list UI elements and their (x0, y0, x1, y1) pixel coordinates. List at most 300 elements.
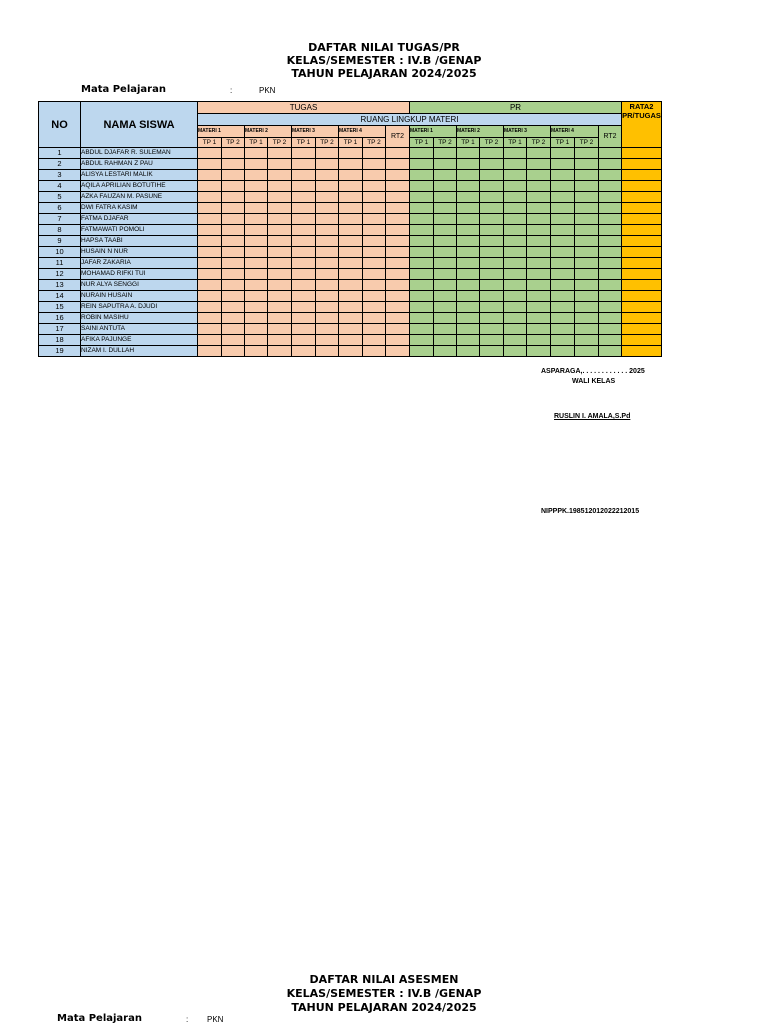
pr-score-cell[interactable] (504, 192, 527, 203)
tugas-score-cell[interactable] (339, 335, 363, 346)
tugas-score-cell[interactable] (198, 203, 222, 214)
tugas-score-cell[interactable] (245, 346, 268, 357)
pr-rt2-cell[interactable] (599, 159, 622, 170)
tugas-score-cell[interactable] (245, 181, 268, 192)
tugas-score-cell[interactable] (363, 258, 386, 269)
tugas-rt2-cell[interactable] (386, 247, 410, 258)
tugas-score-cell[interactable] (245, 324, 268, 335)
rata-cell[interactable] (622, 170, 662, 181)
pr-score-cell[interactable] (551, 291, 575, 302)
tugas-score-cell[interactable] (268, 170, 292, 181)
pr-score-cell[interactable] (480, 313, 504, 324)
pr-score-cell[interactable] (480, 159, 504, 170)
pr-score-cell[interactable] (457, 203, 480, 214)
tugas-score-cell[interactable] (339, 170, 363, 181)
pr-score-cell[interactable] (434, 258, 457, 269)
pr-score-cell[interactable] (527, 346, 551, 357)
tugas-score-cell[interactable] (339, 258, 363, 269)
tugas-score-cell[interactable] (198, 302, 222, 313)
pr-score-cell[interactable] (480, 346, 504, 357)
pr-score-cell[interactable] (527, 302, 551, 313)
rata-cell[interactable] (622, 214, 662, 225)
tugas-score-cell[interactable] (292, 291, 316, 302)
tugas-score-cell[interactable] (268, 313, 292, 324)
tugas-score-cell[interactable] (292, 280, 316, 291)
pr-score-cell[interactable] (527, 280, 551, 291)
pr-score-cell[interactable] (410, 203, 434, 214)
pr-score-cell[interactable] (575, 291, 599, 302)
pr-rt2-cell[interactable] (599, 247, 622, 258)
pr-rt2-cell[interactable] (599, 203, 622, 214)
tugas-score-cell[interactable] (316, 236, 339, 247)
tugas-score-cell[interactable] (316, 280, 339, 291)
pr-score-cell[interactable] (434, 291, 457, 302)
pr-score-cell[interactable] (504, 313, 527, 324)
pr-score-cell[interactable] (504, 203, 527, 214)
tugas-score-cell[interactable] (222, 280, 245, 291)
pr-score-cell[interactable] (410, 170, 434, 181)
pr-score-cell[interactable] (527, 335, 551, 346)
pr-score-cell[interactable] (551, 214, 575, 225)
tugas-score-cell[interactable] (268, 203, 292, 214)
tugas-score-cell[interactable] (316, 302, 339, 313)
tugas-score-cell[interactable] (198, 313, 222, 324)
pr-rt2-cell[interactable] (599, 291, 622, 302)
tugas-score-cell[interactable] (363, 181, 386, 192)
rata-cell[interactable] (622, 280, 662, 291)
pr-score-cell[interactable] (551, 181, 575, 192)
pr-score-cell[interactable] (480, 269, 504, 280)
pr-score-cell[interactable] (410, 291, 434, 302)
tugas-score-cell[interactable] (292, 346, 316, 357)
pr-score-cell[interactable] (551, 148, 575, 159)
tugas-rt2-cell[interactable] (386, 324, 410, 335)
pr-score-cell[interactable] (434, 225, 457, 236)
tugas-score-cell[interactable] (363, 170, 386, 181)
tugas-score-cell[interactable] (339, 148, 363, 159)
tugas-score-cell[interactable] (198, 225, 222, 236)
pr-score-cell[interactable] (457, 247, 480, 258)
tugas-score-cell[interactable] (198, 170, 222, 181)
pr-score-cell[interactable] (480, 170, 504, 181)
pr-score-cell[interactable] (480, 258, 504, 269)
tugas-score-cell[interactable] (339, 302, 363, 313)
tugas-score-cell[interactable] (245, 170, 268, 181)
pr-score-cell[interactable] (575, 258, 599, 269)
tugas-score-cell[interactable] (222, 236, 245, 247)
pr-score-cell[interactable] (480, 280, 504, 291)
tugas-score-cell[interactable] (316, 192, 339, 203)
tugas-score-cell[interactable] (292, 236, 316, 247)
tugas-score-cell[interactable] (245, 148, 268, 159)
tugas-score-cell[interactable] (268, 346, 292, 357)
pr-rt2-cell[interactable] (599, 269, 622, 280)
pr-score-cell[interactable] (575, 181, 599, 192)
pr-score-cell[interactable] (575, 192, 599, 203)
pr-score-cell[interactable] (527, 225, 551, 236)
tugas-score-cell[interactable] (363, 313, 386, 324)
pr-score-cell[interactable] (527, 148, 551, 159)
pr-score-cell[interactable] (434, 335, 457, 346)
tugas-score-cell[interactable] (245, 225, 268, 236)
pr-score-cell[interactable] (575, 247, 599, 258)
pr-score-cell[interactable] (410, 335, 434, 346)
tugas-score-cell[interactable] (316, 247, 339, 258)
tugas-score-cell[interactable] (339, 203, 363, 214)
pr-score-cell[interactable] (527, 192, 551, 203)
pr-rt2-cell[interactable] (599, 236, 622, 247)
pr-score-cell[interactable] (551, 280, 575, 291)
pr-rt2-cell[interactable] (599, 313, 622, 324)
tugas-score-cell[interactable] (245, 258, 268, 269)
tugas-score-cell[interactable] (316, 170, 339, 181)
tugas-score-cell[interactable] (316, 214, 339, 225)
pr-score-cell[interactable] (504, 214, 527, 225)
tugas-score-cell[interactable] (363, 324, 386, 335)
tugas-score-cell[interactable] (292, 181, 316, 192)
tugas-score-cell[interactable] (316, 181, 339, 192)
tugas-score-cell[interactable] (363, 302, 386, 313)
tugas-score-cell[interactable] (245, 280, 268, 291)
pr-score-cell[interactable] (551, 346, 575, 357)
pr-rt2-cell[interactable] (599, 214, 622, 225)
tugas-score-cell[interactable] (292, 170, 316, 181)
rata-cell[interactable] (622, 247, 662, 258)
pr-score-cell[interactable] (551, 192, 575, 203)
pr-score-cell[interactable] (551, 203, 575, 214)
tugas-score-cell[interactable] (198, 159, 222, 170)
pr-score-cell[interactable] (575, 280, 599, 291)
tugas-score-cell[interactable] (316, 225, 339, 236)
tugas-score-cell[interactable] (245, 214, 268, 225)
pr-score-cell[interactable] (434, 280, 457, 291)
tugas-score-cell[interactable] (268, 192, 292, 203)
tugas-score-cell[interactable] (268, 159, 292, 170)
pr-score-cell[interactable] (410, 192, 434, 203)
tugas-score-cell[interactable] (316, 269, 339, 280)
pr-score-cell[interactable] (527, 258, 551, 269)
tugas-score-cell[interactable] (363, 291, 386, 302)
tugas-score-cell[interactable] (292, 269, 316, 280)
pr-score-cell[interactable] (434, 324, 457, 335)
tugas-score-cell[interactable] (292, 313, 316, 324)
tugas-score-cell[interactable] (222, 170, 245, 181)
pr-score-cell[interactable] (527, 203, 551, 214)
rata-cell[interactable] (622, 225, 662, 236)
tugas-score-cell[interactable] (316, 313, 339, 324)
tugas-score-cell[interactable] (316, 203, 339, 214)
tugas-score-cell[interactable] (339, 236, 363, 247)
rata-cell[interactable] (622, 148, 662, 159)
tugas-rt2-cell[interactable] (386, 280, 410, 291)
tugas-score-cell[interactable] (198, 148, 222, 159)
pr-score-cell[interactable] (410, 181, 434, 192)
tugas-score-cell[interactable] (268, 258, 292, 269)
tugas-score-cell[interactable] (245, 203, 268, 214)
pr-score-cell[interactable] (480, 247, 504, 258)
tugas-score-cell[interactable] (222, 148, 245, 159)
tugas-score-cell[interactable] (245, 313, 268, 324)
pr-score-cell[interactable] (504, 291, 527, 302)
tugas-score-cell[interactable] (363, 203, 386, 214)
tugas-score-cell[interactable] (198, 346, 222, 357)
pr-score-cell[interactable] (504, 258, 527, 269)
pr-rt2-cell[interactable] (599, 258, 622, 269)
rata-cell[interactable] (622, 192, 662, 203)
tugas-score-cell[interactable] (316, 346, 339, 357)
pr-score-cell[interactable] (480, 324, 504, 335)
pr-score-cell[interactable] (527, 181, 551, 192)
pr-score-cell[interactable] (504, 148, 527, 159)
tugas-rt2-cell[interactable] (386, 335, 410, 346)
tugas-score-cell[interactable] (268, 247, 292, 258)
tugas-score-cell[interactable] (316, 324, 339, 335)
tugas-score-cell[interactable] (245, 159, 268, 170)
pr-rt2-cell[interactable] (599, 192, 622, 203)
tugas-rt2-cell[interactable] (386, 203, 410, 214)
pr-score-cell[interactable] (527, 269, 551, 280)
pr-score-cell[interactable] (551, 258, 575, 269)
tugas-rt2-cell[interactable] (386, 258, 410, 269)
pr-score-cell[interactable] (434, 214, 457, 225)
pr-score-cell[interactable] (410, 324, 434, 335)
tugas-score-cell[interactable] (222, 192, 245, 203)
pr-score-cell[interactable] (504, 247, 527, 258)
pr-score-cell[interactable] (575, 159, 599, 170)
pr-score-cell[interactable] (504, 280, 527, 291)
pr-score-cell[interactable] (504, 181, 527, 192)
pr-score-cell[interactable] (410, 346, 434, 357)
tugas-score-cell[interactable] (292, 302, 316, 313)
pr-score-cell[interactable] (551, 247, 575, 258)
pr-score-cell[interactable] (575, 346, 599, 357)
tugas-score-cell[interactable] (198, 247, 222, 258)
pr-score-cell[interactable] (575, 225, 599, 236)
tugas-score-cell[interactable] (339, 159, 363, 170)
rata-cell[interactable] (622, 324, 662, 335)
pr-score-cell[interactable] (480, 335, 504, 346)
tugas-score-cell[interactable] (222, 225, 245, 236)
pr-score-cell[interactable] (575, 236, 599, 247)
tugas-score-cell[interactable] (245, 236, 268, 247)
rata-cell[interactable] (622, 291, 662, 302)
pr-score-cell[interactable] (551, 313, 575, 324)
rata-cell[interactable] (622, 313, 662, 324)
pr-rt2-cell[interactable] (599, 302, 622, 313)
pr-score-cell[interactable] (527, 236, 551, 247)
tugas-score-cell[interactable] (198, 324, 222, 335)
tugas-score-cell[interactable] (316, 335, 339, 346)
tugas-rt2-cell[interactable] (386, 302, 410, 313)
tugas-score-cell[interactable] (363, 225, 386, 236)
pr-score-cell[interactable] (480, 214, 504, 225)
pr-score-cell[interactable] (575, 170, 599, 181)
tugas-score-cell[interactable] (268, 324, 292, 335)
tugas-score-cell[interactable] (363, 148, 386, 159)
tugas-score-cell[interactable] (316, 258, 339, 269)
pr-score-cell[interactable] (551, 159, 575, 170)
tugas-score-cell[interactable] (198, 335, 222, 346)
tugas-score-cell[interactable] (339, 214, 363, 225)
pr-rt2-cell[interactable] (599, 280, 622, 291)
pr-score-cell[interactable] (575, 302, 599, 313)
tugas-score-cell[interactable] (292, 203, 316, 214)
tugas-rt2-cell[interactable] (386, 159, 410, 170)
pr-score-cell[interactable] (551, 302, 575, 313)
tugas-score-cell[interactable] (292, 148, 316, 159)
pr-score-cell[interactable] (457, 258, 480, 269)
pr-score-cell[interactable] (504, 324, 527, 335)
tugas-rt2-cell[interactable] (386, 225, 410, 236)
pr-score-cell[interactable] (527, 313, 551, 324)
pr-score-cell[interactable] (551, 335, 575, 346)
tugas-rt2-cell[interactable] (386, 170, 410, 181)
tugas-score-cell[interactable] (222, 324, 245, 335)
tugas-score-cell[interactable] (222, 181, 245, 192)
pr-score-cell[interactable] (410, 280, 434, 291)
pr-score-cell[interactable] (457, 291, 480, 302)
tugas-score-cell[interactable] (268, 269, 292, 280)
pr-score-cell[interactable] (457, 236, 480, 247)
pr-score-cell[interactable] (527, 214, 551, 225)
tugas-score-cell[interactable] (363, 269, 386, 280)
rata-cell[interactable] (622, 159, 662, 170)
tugas-score-cell[interactable] (292, 225, 316, 236)
pr-score-cell[interactable] (434, 170, 457, 181)
pr-score-cell[interactable] (457, 346, 480, 357)
pr-score-cell[interactable] (410, 159, 434, 170)
pr-score-cell[interactable] (434, 148, 457, 159)
pr-score-cell[interactable] (410, 236, 434, 247)
rata-cell[interactable] (622, 181, 662, 192)
tugas-score-cell[interactable] (198, 192, 222, 203)
tugas-score-cell[interactable] (222, 203, 245, 214)
pr-score-cell[interactable] (575, 214, 599, 225)
tugas-score-cell[interactable] (316, 148, 339, 159)
tugas-score-cell[interactable] (268, 225, 292, 236)
tugas-score-cell[interactable] (363, 236, 386, 247)
tugas-score-cell[interactable] (222, 159, 245, 170)
pr-score-cell[interactable] (504, 302, 527, 313)
tugas-score-cell[interactable] (363, 335, 386, 346)
tugas-score-cell[interactable] (245, 247, 268, 258)
tugas-score-cell[interactable] (268, 335, 292, 346)
tugas-score-cell[interactable] (245, 192, 268, 203)
pr-score-cell[interactable] (410, 225, 434, 236)
pr-score-cell[interactable] (434, 203, 457, 214)
pr-rt2-cell[interactable] (599, 346, 622, 357)
pr-score-cell[interactable] (410, 148, 434, 159)
pr-score-cell[interactable] (434, 159, 457, 170)
pr-score-cell[interactable] (457, 280, 480, 291)
pr-score-cell[interactable] (504, 170, 527, 181)
pr-score-cell[interactable] (527, 159, 551, 170)
tugas-score-cell[interactable] (363, 214, 386, 225)
pr-score-cell[interactable] (480, 181, 504, 192)
pr-score-cell[interactable] (457, 181, 480, 192)
tugas-score-cell[interactable] (222, 291, 245, 302)
tugas-score-cell[interactable] (268, 181, 292, 192)
tugas-score-cell[interactable] (268, 236, 292, 247)
tugas-score-cell[interactable] (222, 346, 245, 357)
rata-cell[interactable] (622, 269, 662, 280)
tugas-rt2-cell[interactable] (386, 313, 410, 324)
tugas-score-cell[interactable] (363, 280, 386, 291)
pr-score-cell[interactable] (457, 324, 480, 335)
pr-score-cell[interactable] (410, 214, 434, 225)
pr-score-cell[interactable] (504, 236, 527, 247)
pr-score-cell[interactable] (457, 302, 480, 313)
rata-cell[interactable] (622, 236, 662, 247)
pr-score-cell[interactable] (457, 148, 480, 159)
pr-score-cell[interactable] (575, 324, 599, 335)
pr-score-cell[interactable] (457, 170, 480, 181)
tugas-score-cell[interactable] (292, 159, 316, 170)
pr-score-cell[interactable] (480, 192, 504, 203)
tugas-score-cell[interactable] (198, 214, 222, 225)
pr-score-cell[interactable] (527, 170, 551, 181)
pr-rt2-cell[interactable] (599, 324, 622, 335)
pr-score-cell[interactable] (457, 269, 480, 280)
pr-score-cell[interactable] (504, 159, 527, 170)
pr-score-cell[interactable] (457, 335, 480, 346)
pr-score-cell[interactable] (410, 302, 434, 313)
tugas-score-cell[interactable] (292, 258, 316, 269)
pr-score-cell[interactable] (434, 181, 457, 192)
tugas-rt2-cell[interactable] (386, 346, 410, 357)
pr-rt2-cell[interactable] (599, 335, 622, 346)
tugas-score-cell[interactable] (198, 280, 222, 291)
tugas-score-cell[interactable] (198, 269, 222, 280)
pr-score-cell[interactable] (504, 225, 527, 236)
tugas-score-cell[interactable] (222, 214, 245, 225)
pr-score-cell[interactable] (575, 335, 599, 346)
pr-score-cell[interactable] (504, 346, 527, 357)
tugas-score-cell[interactable] (245, 269, 268, 280)
pr-score-cell[interactable] (434, 192, 457, 203)
tugas-score-cell[interactable] (268, 302, 292, 313)
pr-rt2-cell[interactable] (599, 148, 622, 159)
pr-score-cell[interactable] (575, 203, 599, 214)
pr-score-cell[interactable] (410, 258, 434, 269)
tugas-rt2-cell[interactable] (386, 291, 410, 302)
tugas-score-cell[interactable] (339, 225, 363, 236)
pr-score-cell[interactable] (575, 148, 599, 159)
tugas-rt2-cell[interactable] (386, 148, 410, 159)
pr-score-cell[interactable] (410, 313, 434, 324)
tugas-score-cell[interactable] (222, 247, 245, 258)
tugas-score-cell[interactable] (222, 258, 245, 269)
tugas-score-cell[interactable] (268, 291, 292, 302)
pr-score-cell[interactable] (410, 247, 434, 258)
tugas-score-cell[interactable] (292, 335, 316, 346)
tugas-score-cell[interactable] (245, 302, 268, 313)
tugas-score-cell[interactable] (292, 324, 316, 335)
pr-score-cell[interactable] (480, 225, 504, 236)
tugas-score-cell[interactable] (339, 269, 363, 280)
pr-score-cell[interactable] (504, 269, 527, 280)
tugas-score-cell[interactable] (198, 291, 222, 302)
rata-cell[interactable] (622, 302, 662, 313)
pr-score-cell[interactable] (551, 324, 575, 335)
tugas-score-cell[interactable] (339, 192, 363, 203)
tugas-score-cell[interactable] (198, 181, 222, 192)
pr-score-cell[interactable] (575, 313, 599, 324)
tugas-score-cell[interactable] (316, 159, 339, 170)
rata-cell[interactable] (622, 346, 662, 357)
pr-score-cell[interactable] (551, 236, 575, 247)
pr-score-cell[interactable] (480, 148, 504, 159)
